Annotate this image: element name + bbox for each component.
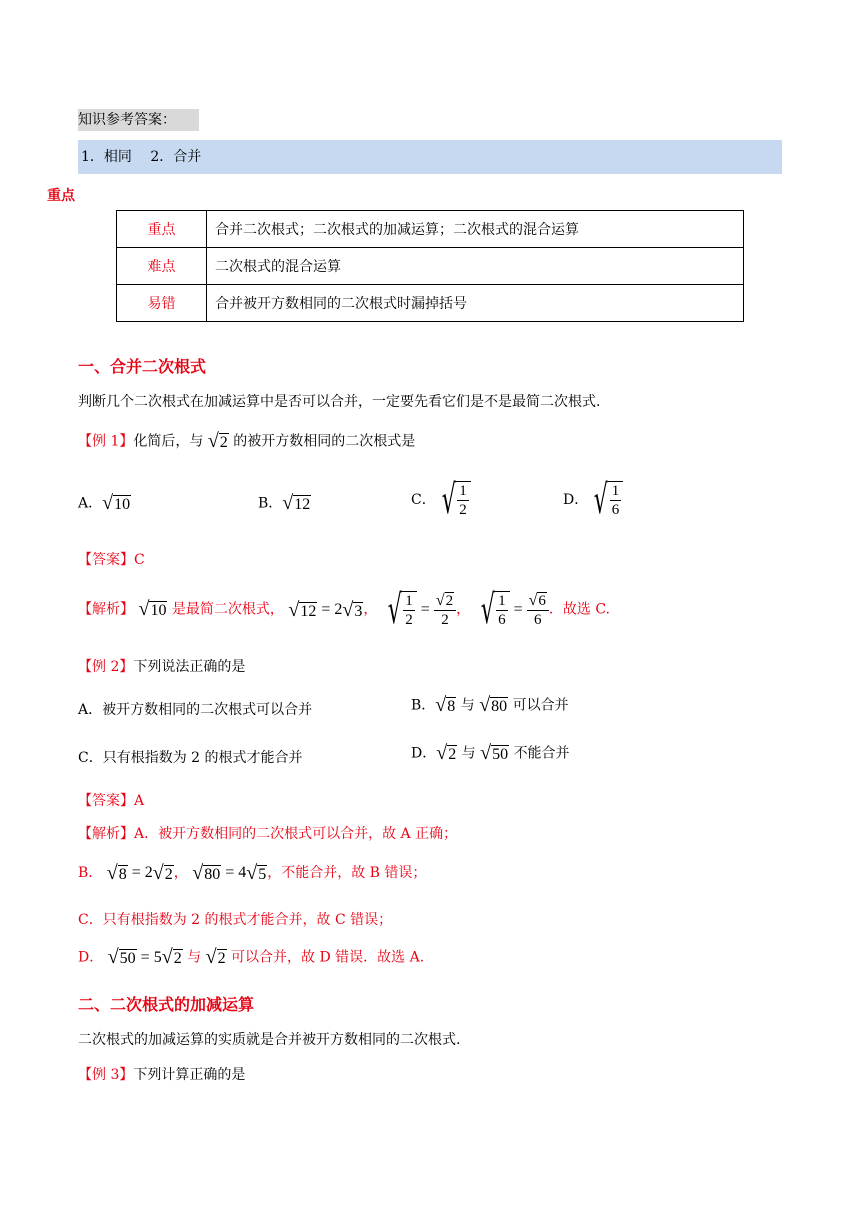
ex1-tag: 【例 1】 <box>78 433 134 450</box>
ex2-option-b: B．√8 与 √80 可以合并 <box>411 694 569 716</box>
knowledge-label: 知识参考答案： <box>78 109 199 131</box>
section2-intro: 二次根式的加减运算的实质就是合并被开方数相同的二次根式. <box>78 1032 461 1048</box>
table-row <box>117 285 744 322</box>
ex2-solution-c: C．只有根指数为 2 的根式才能合并，故 C 错误； <box>78 912 393 928</box>
ex1-q-b: 的被开方数相同的二次根式是 <box>233 433 416 450</box>
ex2-option-c: C．只有根指数为 2 的根式才能合并 <box>78 750 303 766</box>
ex1-option-c: C． √ $\frac{1}{2}$ <box>411 480 471 520</box>
section1-title: 一、合并二次根式 <box>78 357 207 376</box>
table-key: 易错 <box>117 285 207 322</box>
table-row <box>117 248 744 285</box>
ex1-option-d: D． √ $\frac{1}{6}$ <box>563 480 623 520</box>
focus-table <box>116 210 744 322</box>
table-value: 二次根式的混合运算 <box>207 248 744 285</box>
ex2-solution-b: B． √8 = 2√2， √80 = 4√5，不能合并，故 B 错误； <box>78 862 427 884</box>
table-key: 难点 <box>117 248 207 285</box>
ex2-question: 【例 2】下列说法正确的是 <box>78 659 246 675</box>
knowledge-answer: 1．相同 2．合并 <box>81 149 202 165</box>
ex2-tag: 【例 2】 <box>78 659 134 675</box>
ex1-option-b: B．√12 <box>258 492 311 514</box>
ex2-option-d: D．√2 与 √50 不能合并 <box>411 742 570 764</box>
ex1-q-radical: √2 <box>207 430 228 452</box>
ex3-tag: 【例 3】 <box>78 1067 134 1083</box>
table-value: 合并二次根式；二次根式的加减运算；二次根式的混合运算 <box>207 211 744 248</box>
ex2-solution-d: D． √50 = 5√2 与 √2 可以合并，故 D 错误．故选 A. <box>78 946 425 969</box>
ex1-option-a: A．√10 <box>78 492 131 514</box>
table-row <box>117 211 744 248</box>
ex2-answer: 【答案】A <box>78 793 145 809</box>
ex1-answer: 【答案】C <box>78 552 145 568</box>
ex2-solution-a: 【解析】A．被开方数相同的二次根式可以合并，故 A 正确； <box>78 826 458 842</box>
table-value: 合并被开方数相同的二次根式时漏掉括号 <box>207 285 744 322</box>
ex1-solution: 【解析】 √10 是最简二次根式， √12 = 2√3， √ $\frac{1}{2}$ = $\frac{√2}{2}$ ， √ $\frac{1}{6}$ = $\frac{√6}{6}$ ．故选 C. <box>78 587 610 633</box>
ex1-question <box>78 430 415 453</box>
knowledge-answer-band <box>78 140 782 174</box>
ex1-q-a: 化简后，与 <box>133 433 204 450</box>
section1-intro: 判断几个二次根式在加减运算中是否可以合并，一定要先看它们是不是最简二次根式. <box>78 394 601 410</box>
ex2-option-a: A．被开方数相同的二次根式可以合并 <box>78 702 313 718</box>
table-key: 重点 <box>117 211 207 248</box>
focus-label: 重点 <box>47 188 75 204</box>
ex3-question: 【例 3】下列计算正确的是 <box>78 1067 246 1083</box>
section2-title: 二、二次根式的加减运算 <box>78 995 255 1014</box>
